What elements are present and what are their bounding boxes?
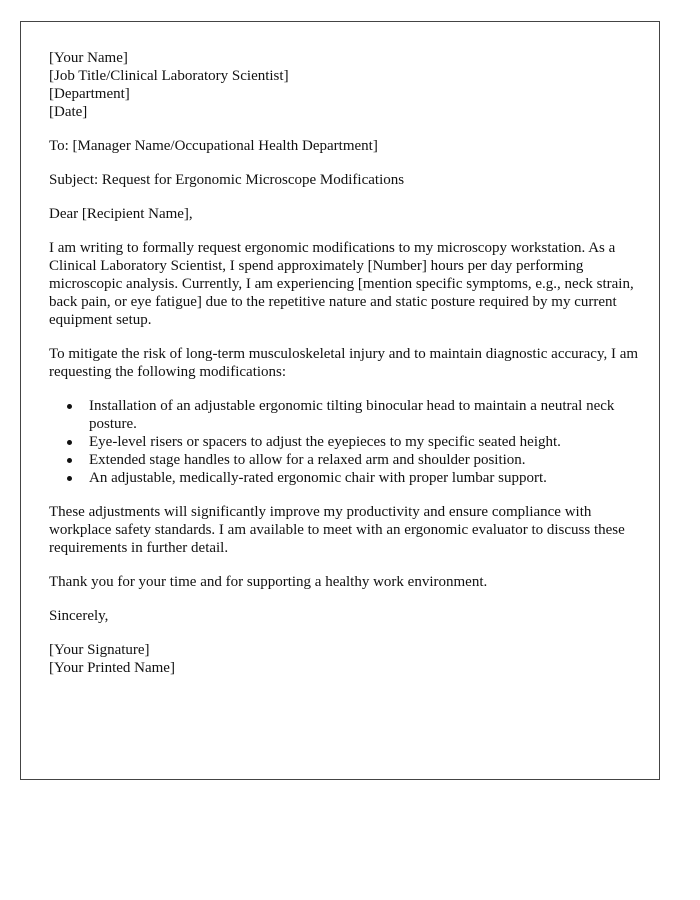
list-item [89,433,639,451]
sender-title: [Job Title/Clinical Laboratory Scientist] [49,68,289,84]
list-item-text: Extended stage handles to allow for a relaxed arm and shoulder position. [89,452,526,468]
bullet-icon [67,440,72,445]
sender-block [49,49,639,121]
bullet-icon [67,476,72,481]
letter-body [49,49,639,677]
subject-line: Subject: Request for Ergonomic Microscope Modifications [49,172,405,188]
modifications-list [49,397,639,487]
list-item-text: Installation of an adjustable ergonomic tilting binocular head to maintain a neutral neck posture. [89,398,615,432]
sender-name: [Your Name] [49,50,128,66]
letter-page [20,21,660,780]
signature-block [49,641,639,677]
list-item-text: An adjustable, medically-rated ergonomic chair with proper lumbar support. [89,470,547,486]
list-item [89,469,639,487]
sender-department: [Department] [49,86,130,102]
intro-paragraph: I am writing to formally request ergonomic modifications to my microscopy workstation. As a Clinical Laboratory Scientist, I spend approximately [Number] hours per day performing microscopic analysis. Currently, I am experiencing [mention specific symptoms, e.g., neck strain, back pain, or eye fatigue] due to the repetitive nature and static posture required by my current equipment setup. [49,240,634,328]
list-item-text: Eye-level risers or spacers to adjust the eyepieces to my specific seated height. [89,434,561,450]
list-item [89,397,639,433]
bullet-icon [67,458,72,463]
salutation: Dear [Recipient Name], [49,206,193,222]
recipient-line: To: [Manager Name/Occupational Health Department] [49,138,378,154]
closing-paragraph: These adjustments will significantly improve my productivity and ensure compliance with workplace safety standards. I am available to meet with an ergonomic evaluator to discuss these requirements in further detail. [49,504,625,556]
printed-name-line: [Your Printed Name] [49,660,175,676]
list-item [89,451,639,469]
signature-line: [Your Signature] [49,642,150,658]
bullet-icon [67,404,72,409]
request-lead-paragraph: To mitigate the risk of long-term musculoskeletal injury and to maintain diagnostic accuracy, I am requesting the following modifications: [49,346,639,380]
valediction: Sincerely, [49,608,109,624]
thanks-paragraph: Thank you for your time and for supporting a healthy work environment. [49,574,488,590]
sender-date: [Date] [49,104,88,120]
